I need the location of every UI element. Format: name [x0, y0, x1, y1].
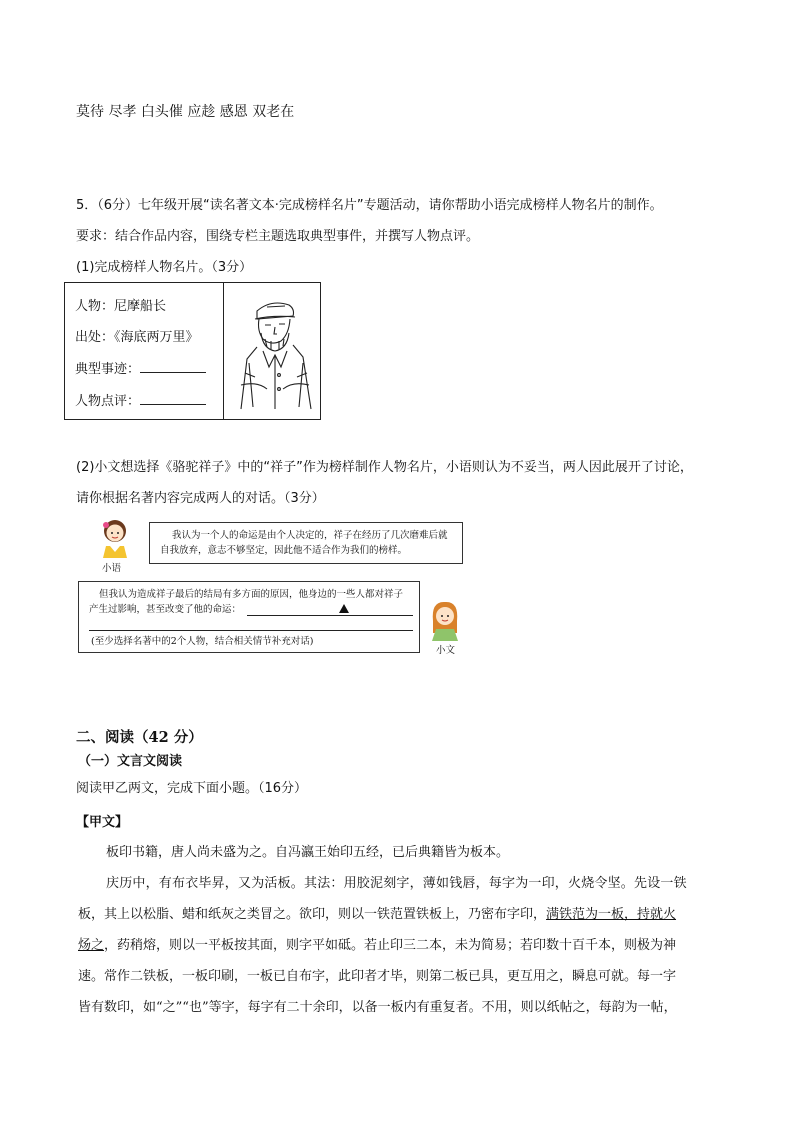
xiaoyu-speech-line2: 自我放弃，意志不够坚定，因此他不适合作为我们的榜样。 [160, 545, 408, 556]
xiaoyu-speech-line1: 我认为一个人的命运是由个人决定的，祥子在经历了几次磨难后就 [172, 530, 448, 541]
jia-para2-line1: 庆历中，有布衣毕昇，又为活板。其法：用胶泥刻字，薄如钱唇，每字为一印，火烧令坚。先设一铁 [106, 876, 687, 891]
card-person: 人物：尼摩船长 [75, 299, 167, 314]
card-text-panel [65, 283, 224, 419]
card-comment-label: 人物点评： [75, 394, 141, 409]
captain-nemo-illustration [227, 289, 317, 413]
jia-para2-line2-underlined: 满铁范为一板，持就火 [546, 907, 677, 922]
jia-para2-line3 [78, 937, 676, 955]
word-list: 莫待 尽孝 白头催 应趁 感恩 双老在 [76, 104, 295, 120]
role-model-card [64, 282, 321, 420]
answer-line-2[interactable] [89, 630, 413, 631]
xiaowen-speech-note: (至少选择名著中的2个人物，结合相关情节补充对话) [91, 636, 314, 647]
jia-para2-line2-a: 板，其上以松脂、蜡和纸灰之类冒之。欲印，则以一铁范置铁板上，乃密布字印， [78, 907, 547, 922]
section-2-subtitle: （一）文言文阅读 [78, 754, 183, 769]
jia-para1: 板印书籍，唐人尚未盛为之。自冯瀛王始印五经，已后典籍皆为板本。 [106, 845, 510, 860]
question-5-stem: 5．（6分）七年级开展“读名著文本·完成榜样名片”专题活动，请你帮助小语完成榜样人物名片的制作。 [76, 198, 663, 213]
card-event-row [75, 358, 206, 377]
jia-para2-line3-b: ，药稍熔，则以一平板按其面，则字平如砥。若止印三二本，未为简易；若印数十百千本，则极为神 [104, 938, 677, 953]
xiaoyu-name: 小语 [102, 563, 122, 574]
xiaowen-speech-line2: 产生过影响，甚至改变了他的命运： [89, 604, 242, 615]
xiaoyu-avatar [98, 518, 132, 558]
comment-blank[interactable] [140, 392, 206, 405]
xiaowen-name: 小文 [436, 645, 456, 656]
jia-para2-line3-underlined: 炀之 [78, 938, 105, 953]
xiaowen-speech-box [78, 581, 420, 653]
xiaowen-avatar [428, 599, 462, 641]
question-5-sub1: (1)完成榜样人物名片。（3分） [76, 260, 253, 275]
reading-instruction: 阅读甲乙两文，完成下面小题。（16分） [76, 781, 308, 796]
card-source: 出处：《海底两万里》 [75, 330, 199, 345]
section-2-title: 二、阅读（42 分） [76, 729, 203, 746]
card-comment-row [75, 390, 206, 409]
question-5-requirement: 要求：结合作品内容，围绕专栏主题选取典型事件，并撰写人物点评。 [76, 229, 480, 244]
card-event-label: 典型事迹： [75, 362, 141, 377]
question-5-sub2-line2: 请你根据名著内容完成两人的对话。（3分） [76, 491, 325, 506]
jia-para2-line2 [78, 906, 676, 924]
xiaowen-speech-line1: 但我认为造成祥子最后的结局有多方面的原因，他身边的一些人都对祥子 [99, 589, 404, 600]
question-5-sub2-line1: (2)小文想选择《骆驼祥子》中的“祥子”作为榜样制作人物名片，小语则认为不妥当，两人因此展开了讨论， [76, 460, 693, 475]
jia-para2-line5: 皆有数印，如“之”“也”等字，每字有二十余印，以备一板内有重复者。不用，则以纸帖之，每韵为一帖， [78, 1000, 677, 1015]
triangle-marker-icon [339, 604, 349, 613]
event-blank[interactable] [140, 360, 206, 373]
answer-line-1[interactable] [247, 615, 413, 616]
jia-para2-line4: 速。常作二铁板，一板印刷，一板已自布字，此印者才毕，则第二板已具，更互用之，瞬息可就。每一字 [78, 969, 677, 984]
xiaoyu-speech-box [149, 522, 463, 564]
jia-label: 【甲文】 [76, 815, 129, 830]
